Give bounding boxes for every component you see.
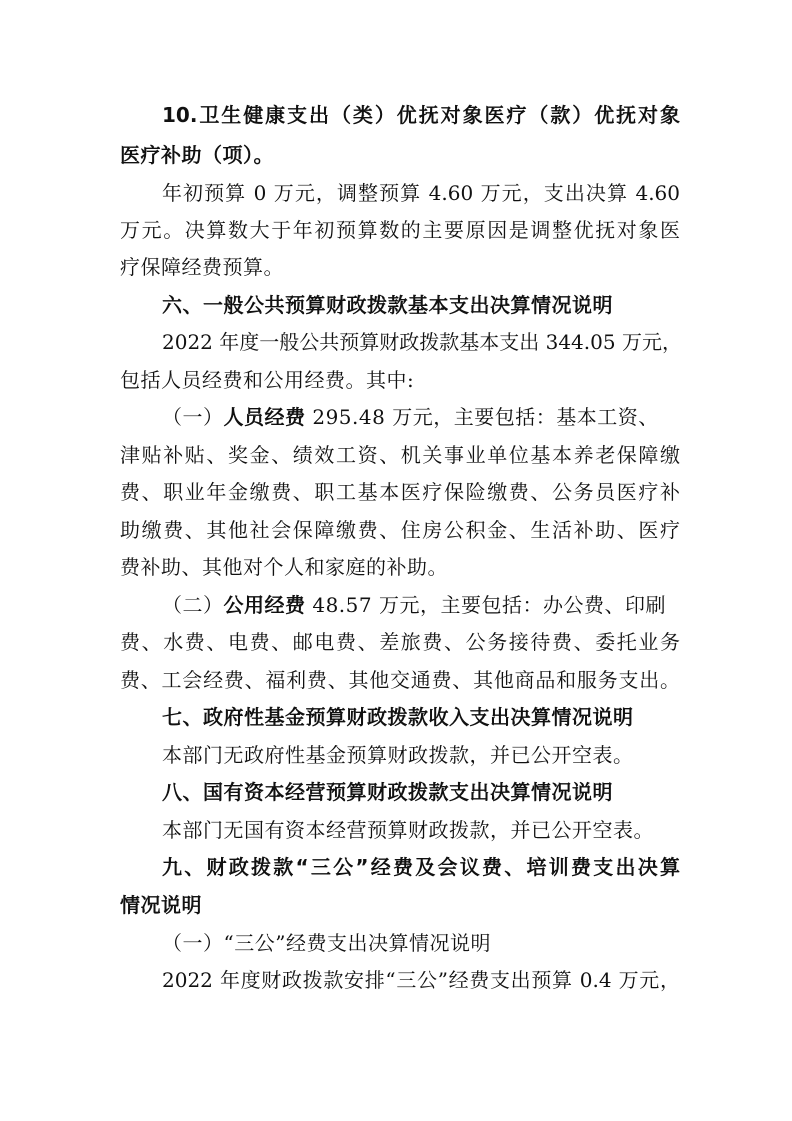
para-8: 本部门无国有资本经营预算财政拨款，并已公开空表。 [162,818,654,842]
personnel-first-rest: 295.48 万元，主要包括：基本工资、 [305,405,659,429]
personnel-first-line [162,402,680,432]
heading-7: 七、政府性基金预算财政拨款收入支出决算情况说明 [162,705,634,729]
subheading-9-1: （一）“三公”经费支出决算情况说明 [162,931,491,955]
personnel-line-5: 费补助、其他对个人和家庭的补助。 [120,555,448,579]
personnel-prefix: （一） [162,405,224,429]
personnel-line-3: 费、职业年金缴费、职工基本医疗保险缴费、公务员医疗补 [120,480,680,504]
public-first-line [162,590,680,620]
item10-body-line-1: 年初预算 0 万元，调整预算 4.60 万元，支出决算 4.60 [162,181,680,205]
public-line-3: 费、工会经费、福利费、其他交通费、其他商品和服务支出。 [120,668,680,692]
para-9-1: 2022 年度财政拨款安排“三公”经费支出预算 0.4 万元， [162,968,680,992]
item10-heading-line-2: 医疗补助（项）。 [120,143,274,167]
personnel-line-2: 津贴补贴、奖金、绩效工资、机关事业单位基本养老保障缴 [120,443,680,467]
heading-9-line-1: 九、财政拨款“三公”经费及会议费、培训费支出决算 [162,855,680,879]
public-prefix: （二） [162,593,224,617]
para6-line-2: 包括人员经费和公用经费。其中: [120,368,415,392]
item10-body-line-3: 疗保障经费预算。 [120,255,284,279]
para-7: 本部门无政府性基金预算财政拨款，并已公开空表。 [162,743,634,767]
personnel-line-4: 助缴费、其他社会保障缴费、住房公积金、生活补助、医疗 [120,518,680,542]
item10-heading-line-1: 10.卫生健康支出（类）优抚对象医疗（款）优抚对象 [162,103,680,127]
public-label: 公用经费 [223,593,306,617]
item10-body-line-2: 万元。决算数大于年初预算数的主要原因是调整优抚对象医 [120,218,680,242]
heading-8: 八、国有资本经营预算财政拨款支出决算情况说明 [162,780,613,804]
heading-9-line-2: 情况说明 [120,893,202,917]
para6-line-1: 2022 年度一般公共预算财政拨款基本支出 344.05 万元， [162,330,682,354]
public-line-2: 费、水费、电费、邮电费、差旅费、公务接待费、委托业务 [120,630,680,654]
public-first-rest: 48.57 万元，主要包括：办公费、印刷 [305,593,666,617]
heading-6: 六、一般公共预算财政拨款基本支出决算情况说明 [162,293,613,317]
personnel-label: 人员经费 [223,405,306,429]
